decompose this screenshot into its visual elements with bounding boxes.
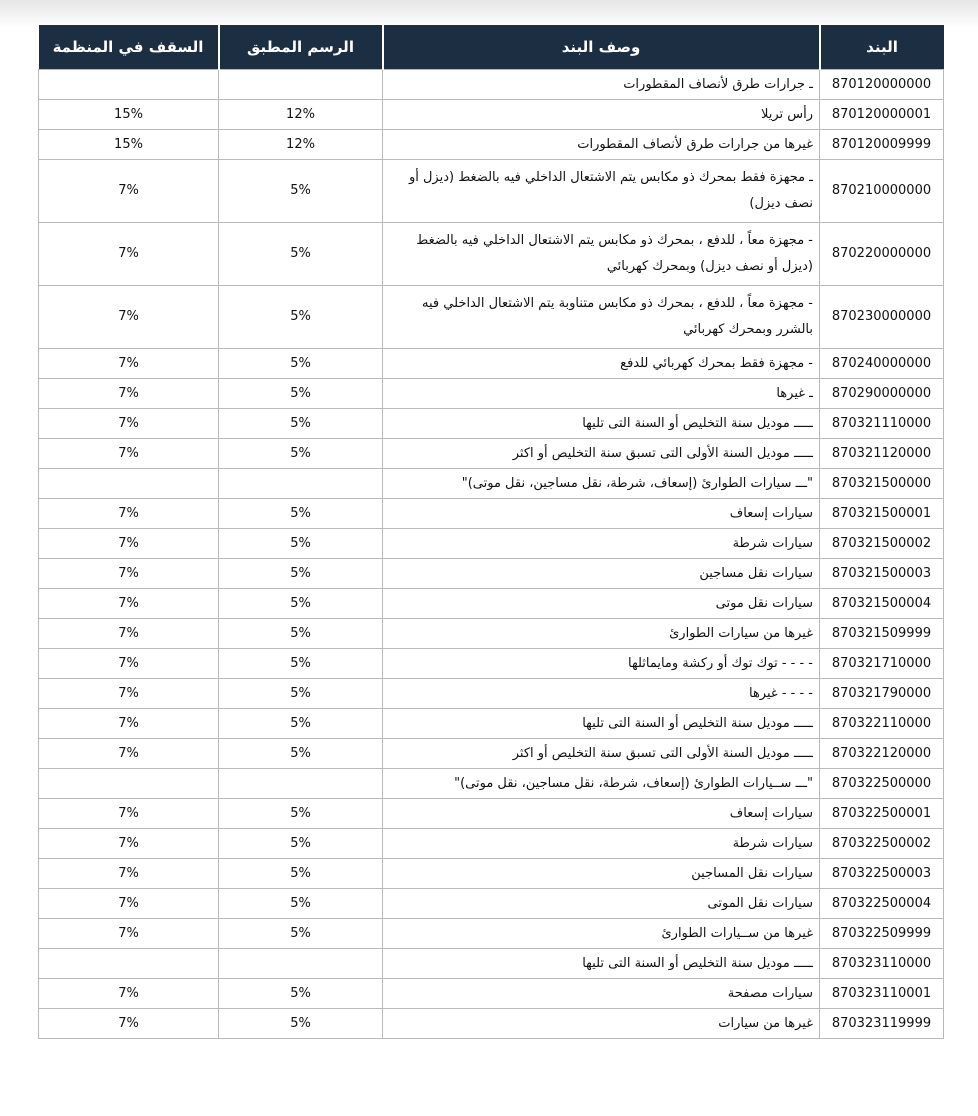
cell-applied-fee: 5% bbox=[219, 1009, 383, 1039]
table-header-row bbox=[39, 25, 944, 70]
table-row bbox=[39, 769, 944, 799]
cell-org-cap: 7% bbox=[39, 223, 219, 286]
cell-code: 870321500001 bbox=[820, 499, 944, 529]
cell-applied-fee: 5% bbox=[219, 979, 383, 1009]
table-row bbox=[39, 799, 944, 829]
cell-description: ـ غيرها bbox=[383, 379, 820, 409]
cell-description: ـ مجهزة فقط بمحرك ذو مكابس يتم الاشتعال الداخلي فيه بالضغط (ديزل أو نصف ديزل) bbox=[383, 160, 820, 223]
cell-applied-fee: 5% bbox=[219, 649, 383, 679]
cell-description: - مجهزة معاً ، للدفع ، بمحرك ذو مكابس متناوبة يتم الاشتعال الداخلي فيه بالشرر وبمحرك كهربائي bbox=[383, 286, 820, 349]
cell-code: 870322500002 bbox=[820, 829, 944, 859]
table-row bbox=[39, 349, 944, 379]
table-row bbox=[39, 499, 944, 529]
cell-org-cap: 7% bbox=[39, 589, 219, 619]
cell-description: - مجهزة معاً ، للدفع ، بمحرك ذو مكابس يتم الاشتعال الداخلي فيه بالضغط (ديزل أو نصف ديزل) وبمحرك كهربائي bbox=[383, 223, 820, 286]
cell-code: 870240000000 bbox=[820, 349, 944, 379]
table-row bbox=[39, 829, 944, 859]
cell-description: سيارات نقل موتى bbox=[383, 589, 820, 619]
table-row bbox=[39, 469, 944, 499]
cell-org-cap: 7% bbox=[39, 619, 219, 649]
cell-applied-fee: 5% bbox=[219, 379, 383, 409]
cell-org-cap bbox=[39, 949, 219, 979]
table-row bbox=[39, 286, 944, 349]
cell-org-cap: 7% bbox=[39, 349, 219, 379]
cell-code: 870323110000 bbox=[820, 949, 944, 979]
cell-applied-fee: 5% bbox=[219, 409, 383, 439]
table-body bbox=[39, 70, 944, 1039]
cell-org-cap: 7% bbox=[39, 409, 219, 439]
cell-code: 870210000000 bbox=[820, 160, 944, 223]
cell-code: 870322500003 bbox=[820, 859, 944, 889]
table-row bbox=[39, 223, 944, 286]
cell-code: 870321790000 bbox=[820, 679, 944, 709]
cell-applied-fee: 5% bbox=[219, 859, 383, 889]
cell-code: 870290000000 bbox=[820, 379, 944, 409]
cell-applied-fee: 5% bbox=[219, 349, 383, 379]
cell-applied-fee: 5% bbox=[219, 286, 383, 349]
cell-description: سيارات نقل مساجين bbox=[383, 559, 820, 589]
cell-description: غيرها من سيارات الطوارئ bbox=[383, 619, 820, 649]
table-row bbox=[39, 859, 944, 889]
tariff-table bbox=[38, 25, 944, 1039]
cell-code: 870323110001 bbox=[820, 979, 944, 1009]
cell-description: - - - - توك توك أو ركشة ومايماثلها bbox=[383, 649, 820, 679]
cell-description: سيارات شرطة bbox=[383, 529, 820, 559]
cell-description: ـــــ موديل السنة الأولى التى تسبق سنة التخليص أو اكثر bbox=[383, 439, 820, 469]
cell-description: "ـــ ســيارات الطوارئ (إسعاف، شرطة، نقل مساجين، نقل موتى)" bbox=[383, 769, 820, 799]
cell-org-cap: 7% bbox=[39, 739, 219, 769]
cell-applied-fee: 5% bbox=[219, 619, 383, 649]
cell-applied-fee: 5% bbox=[219, 709, 383, 739]
table-row bbox=[39, 949, 944, 979]
cell-applied-fee bbox=[219, 469, 383, 499]
table-row bbox=[39, 529, 944, 559]
cell-applied-fee: 5% bbox=[219, 589, 383, 619]
cell-description: ـــــ موديل سنة التخليص أو السنة التى تليها bbox=[383, 949, 820, 979]
cell-code: 870321500000 bbox=[820, 469, 944, 499]
cell-org-cap: 7% bbox=[39, 979, 219, 1009]
cell-org-cap: 7% bbox=[39, 649, 219, 679]
cell-applied-fee: 5% bbox=[219, 529, 383, 559]
cell-applied-fee: 5% bbox=[219, 799, 383, 829]
table-row bbox=[39, 739, 944, 769]
table-row bbox=[39, 130, 944, 160]
cell-org-cap: 7% bbox=[39, 499, 219, 529]
cell-org-cap: 7% bbox=[39, 1009, 219, 1039]
cell-org-cap: 7% bbox=[39, 679, 219, 709]
header-description: وصف البند bbox=[383, 25, 820, 70]
cell-code: 870120000001 bbox=[820, 100, 944, 130]
cell-code: 870220000000 bbox=[820, 223, 944, 286]
cell-code: 870321110000 bbox=[820, 409, 944, 439]
table-row bbox=[39, 979, 944, 1009]
cell-code: 870230000000 bbox=[820, 286, 944, 349]
top-shadow bbox=[0, 0, 978, 28]
cell-org-cap: 7% bbox=[39, 859, 219, 889]
cell-description: رأس تريلا bbox=[383, 100, 820, 130]
cell-description: غيرها من سيارات bbox=[383, 1009, 820, 1039]
cell-code: 870321500003 bbox=[820, 559, 944, 589]
cell-description: سيارات إسعاف bbox=[383, 799, 820, 829]
cell-code: 870321710000 bbox=[820, 649, 944, 679]
cell-applied-fee: 5% bbox=[219, 739, 383, 769]
cell-description: غيرها من ســيارات الطوارئ bbox=[383, 919, 820, 949]
header-org-cap: السقف في المنظمة bbox=[39, 25, 219, 70]
table-row bbox=[39, 379, 944, 409]
table-row bbox=[39, 70, 944, 100]
cell-org-cap: 15% bbox=[39, 100, 219, 130]
cell-code: 870322500004 bbox=[820, 889, 944, 919]
cell-org-cap: 7% bbox=[39, 379, 219, 409]
cell-description: - مجهزة فقط بمحرك كهربائي للدفع bbox=[383, 349, 820, 379]
cell-applied-fee: 5% bbox=[219, 919, 383, 949]
cell-applied-fee bbox=[219, 769, 383, 799]
table-row bbox=[39, 559, 944, 589]
cell-applied-fee: 5% bbox=[219, 223, 383, 286]
cell-org-cap: 15% bbox=[39, 130, 219, 160]
cell-applied-fee: 12% bbox=[219, 100, 383, 130]
cell-org-cap: 7% bbox=[39, 286, 219, 349]
cell-applied-fee: 5% bbox=[219, 499, 383, 529]
cell-description: غيرها من جرارات طرق لأنصاف المقطورات bbox=[383, 130, 820, 160]
table-row bbox=[39, 589, 944, 619]
cell-org-cap bbox=[39, 469, 219, 499]
cell-description: ـــــ موديل سنة التخليص أو السنة التى تليها bbox=[383, 409, 820, 439]
cell-org-cap bbox=[39, 769, 219, 799]
cell-code: 870322500000 bbox=[820, 769, 944, 799]
cell-applied-fee: 5% bbox=[219, 559, 383, 589]
cell-org-cap: 7% bbox=[39, 889, 219, 919]
cell-applied-fee: 5% bbox=[219, 829, 383, 859]
cell-description: ـــــ موديل السنة الأولى التى تسبق سنة التخليص أو اكثر bbox=[383, 739, 820, 769]
header-applied-fee: الرسم المطبق bbox=[219, 25, 383, 70]
cell-code: 870323119999 bbox=[820, 1009, 944, 1039]
cell-org-cap: 7% bbox=[39, 529, 219, 559]
header-code: البند bbox=[820, 25, 944, 70]
cell-org-cap bbox=[39, 70, 219, 100]
cell-description: ـــــ موديل سنة التخليص أو السنة التى تليها bbox=[383, 709, 820, 739]
cell-code: 870322509999 bbox=[820, 919, 944, 949]
cell-code: 870322500001 bbox=[820, 799, 944, 829]
cell-description: ـ جرارات طرق لأنصاف المقطورات bbox=[383, 70, 820, 100]
cell-applied-fee: 5% bbox=[219, 889, 383, 919]
cell-description: سيارات نقل المساجين bbox=[383, 859, 820, 889]
cell-code: 870120009999 bbox=[820, 130, 944, 160]
cell-org-cap: 7% bbox=[39, 439, 219, 469]
cell-applied-fee: 5% bbox=[219, 439, 383, 469]
table-row bbox=[39, 649, 944, 679]
cell-org-cap: 7% bbox=[39, 829, 219, 859]
table-row bbox=[39, 409, 944, 439]
cell-description: سيارات نقل الموتى bbox=[383, 889, 820, 919]
cell-applied-fee: 5% bbox=[219, 160, 383, 223]
cell-org-cap: 7% bbox=[39, 559, 219, 589]
cell-description: سيارات مصفحة bbox=[383, 979, 820, 1009]
cell-description: سيارات إسعاف bbox=[383, 499, 820, 529]
table-row bbox=[39, 679, 944, 709]
cell-applied-fee: 5% bbox=[219, 679, 383, 709]
cell-org-cap: 7% bbox=[39, 919, 219, 949]
table-row bbox=[39, 1009, 944, 1039]
cell-org-cap: 7% bbox=[39, 160, 219, 223]
cell-code: 870321120000 bbox=[820, 439, 944, 469]
cell-applied-fee bbox=[219, 70, 383, 100]
cell-description: - - - - غيرها bbox=[383, 679, 820, 709]
table-row bbox=[39, 709, 944, 739]
cell-org-cap: 7% bbox=[39, 709, 219, 739]
table-row bbox=[39, 619, 944, 649]
table-row bbox=[39, 160, 944, 223]
cell-code: 870321500002 bbox=[820, 529, 944, 559]
cell-code: 870321509999 bbox=[820, 619, 944, 649]
cell-code: 870321500004 bbox=[820, 589, 944, 619]
table-row bbox=[39, 919, 944, 949]
cell-code: 870322110000 bbox=[820, 709, 944, 739]
cell-applied-fee bbox=[219, 949, 383, 979]
cell-description: "ـــ سيارات الطوارئ (إسعاف، شرطة، نقل مساجين، نقل موتى)" bbox=[383, 469, 820, 499]
cell-description: سيارات شرطة bbox=[383, 829, 820, 859]
table-row bbox=[39, 100, 944, 130]
tariff-table-container bbox=[38, 25, 943, 1039]
cell-code: 870322120000 bbox=[820, 739, 944, 769]
table-row bbox=[39, 889, 944, 919]
table-row bbox=[39, 439, 944, 469]
cell-code: 870120000000 bbox=[820, 70, 944, 100]
cell-applied-fee: 12% bbox=[219, 130, 383, 160]
cell-org-cap: 7% bbox=[39, 799, 219, 829]
